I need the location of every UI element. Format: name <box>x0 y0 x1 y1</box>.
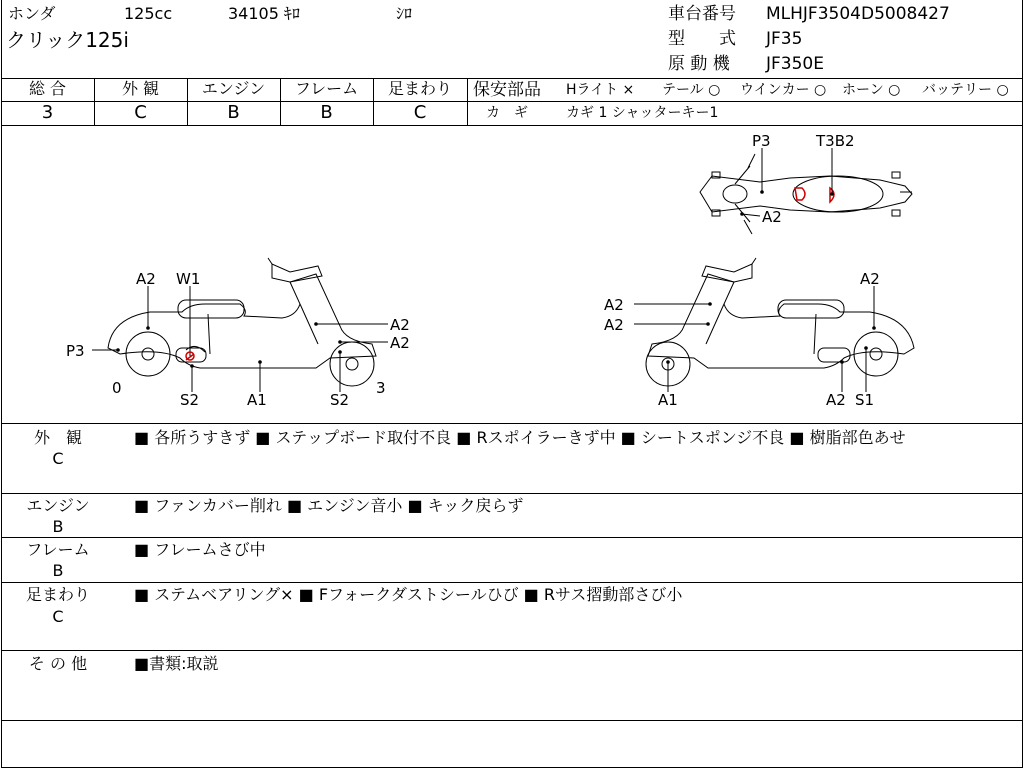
right-label-a1: A1 <box>658 391 678 409</box>
safety-label: 保安部品 <box>473 80 541 100</box>
top-label-a2: A2 <box>762 208 782 226</box>
detail-line <box>1 720 1023 721</box>
engine-model-value: JF350E <box>766 54 824 74</box>
displacement: 125cc <box>124 4 173 23</box>
detail-label: 足まわり <box>25 585 90 604</box>
grade-divider <box>467 78 468 125</box>
left-label-s2-rear: S2 <box>180 391 200 409</box>
left-label-a1: A1 <box>247 391 267 409</box>
engine-model-label: 原 動 機 <box>668 54 730 74</box>
left-label-front-tire: 3 <box>376 379 386 397</box>
left-label-p3: P3 <box>66 342 85 360</box>
type-label: 型 式 <box>668 29 736 49</box>
leader-lines <box>92 148 874 392</box>
detail-label: そ の 他 <box>28 654 88 673</box>
detail-grade: C <box>52 607 64 626</box>
safety-winker: ウインカー ○ <box>740 82 827 98</box>
right-label-a2-lower: A2 <box>604 316 624 334</box>
frame-number-label: 車台番号 <box>668 4 736 24</box>
left-label-w1: W1 <box>176 270 201 288</box>
right-label-s1: S1 <box>855 391 875 409</box>
detail-text: ■ ファンカバー削れ ■ エンジン音小 ■ キック戻らず <box>134 496 524 515</box>
model-name: クリック125i <box>6 28 129 52</box>
frame-number-value: MLHJF3504D5008427 <box>766 4 950 24</box>
detail-grade: C <box>52 449 64 468</box>
right-label-a2-bottom: A2 <box>826 391 846 409</box>
detail-line <box>1 650 1023 651</box>
grade-header-frame: フレーム <box>294 79 359 98</box>
left-label-s2-front: S2 <box>330 391 350 409</box>
detail-line <box>1 537 1023 538</box>
detail-text: ■ フレームさび中 <box>134 540 266 559</box>
grade-value-frame: B <box>320 102 333 123</box>
detail-grade: B <box>52 517 64 536</box>
damage-diagram <box>0 126 1024 423</box>
safety-mid-line <box>467 101 1023 102</box>
grade-header-suspension: 足まわり <box>387 79 452 98</box>
top-view-scooter <box>700 154 912 234</box>
detail-text: ■ 各所うすきず ■ ステップボード取付不良 ■ Rスポイラーきず中 ■ シートスポンジ不良 ■ 樹脂部色あせ <box>134 428 906 447</box>
grade-value-exterior: C <box>134 102 147 123</box>
safety-tail: テール ○ <box>662 82 721 98</box>
left-label-rear-tire: 0 <box>112 379 122 397</box>
diagram-bottom-line <box>1 423 1023 424</box>
detail-line <box>1 493 1023 494</box>
right-label-a2-rear: A2 <box>860 270 880 288</box>
maker: ホンダ <box>8 4 56 23</box>
grade-value-engine: B <box>227 102 240 123</box>
detail-label: フレーム <box>26 540 90 559</box>
grade-header-exterior: 外 観 <box>121 79 160 98</box>
detail-grade: B <box>52 561 64 580</box>
left-label-a2-fender: A2 <box>390 334 410 352</box>
detail-label: 外 観 <box>33 428 82 447</box>
key-value: カギ 1 シャッターキー1 <box>566 105 719 121</box>
detail-line <box>1 582 1023 583</box>
detail-label: エンジン <box>26 496 90 515</box>
safety-horn: ホーン ○ <box>842 82 901 98</box>
top-label-p3: P3 <box>752 132 771 150</box>
detail-text: ■ ステムベアリング× ■ Fフォークダストシールひび ■ Rサス摺動部さび小 <box>134 585 683 604</box>
right-label-a2-upper: A2 <box>604 296 624 314</box>
grade-header-engine: エンジン <box>201 79 266 98</box>
detail-text: ■書類:取説 <box>134 654 219 673</box>
top-label-t3b2: T3B2 <box>816 132 855 150</box>
left-label-a2-seat: A2 <box>136 270 156 288</box>
body-color: ｼﾛ <box>396 4 413 23</box>
grade-value-overall: 3 <box>41 102 54 123</box>
key-label: カ ギ <box>486 105 528 121</box>
safety-headlight: Hライト × <box>566 82 635 98</box>
safety-battery: バッテリー ○ <box>922 82 1009 98</box>
grade-value-suspension: C <box>413 102 427 123</box>
type-value: JF35 <box>766 29 803 49</box>
mileage: 34105 ｷﾛ <box>228 4 300 23</box>
grade-header-overall: 総 合 <box>28 79 67 98</box>
left-label-a2-front: A2 <box>390 316 410 334</box>
